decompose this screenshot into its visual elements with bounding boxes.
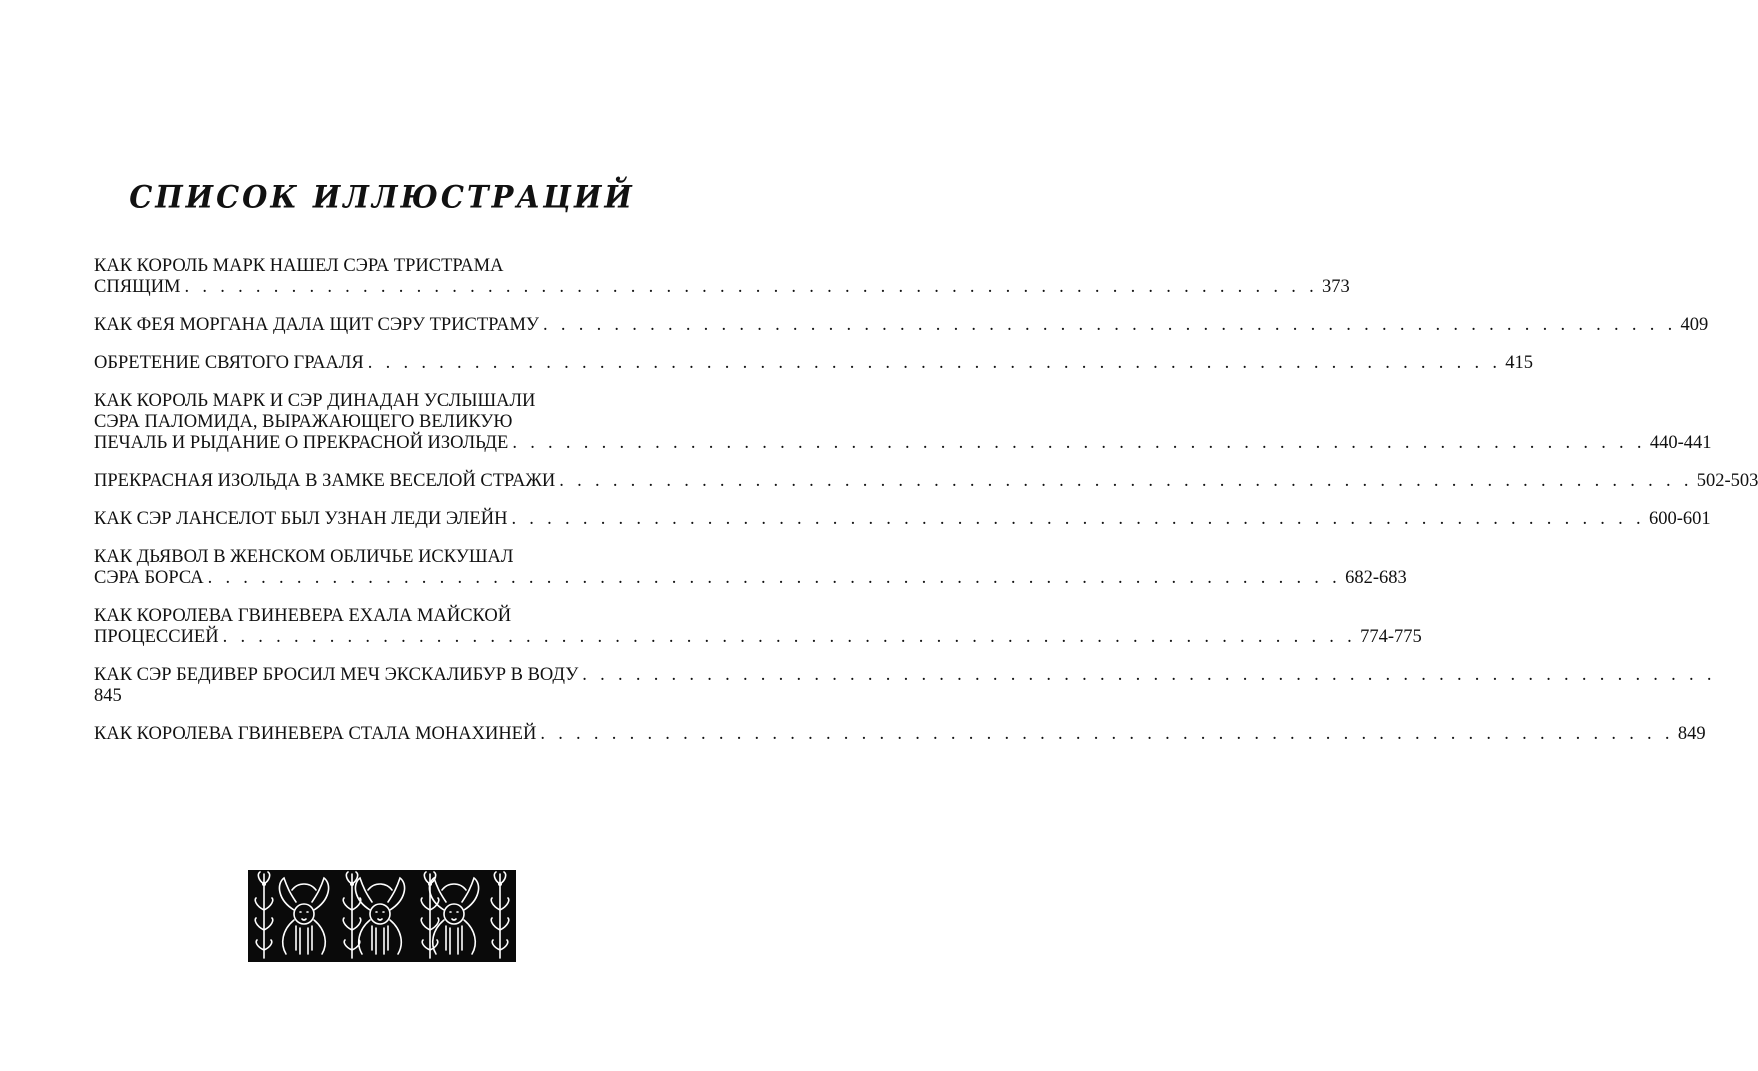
toc-entry [94,724,1706,745]
toc-entry-title-line: КАК СЭР БЕДИВЕР БРОСИЛ МЕЧ ЭКСКАЛИБУР В ВОДУ [94,665,579,685]
dot-leader: . . . . . . . . . . . . . . . . . . . . . . . . . . . . . . . . . . . . . . . . . . . . . . . . . . . . . . . . . . . . . . . . [367,353,1502,373]
toc-entry-title-line: СЭРА ПАЛОМИДА, ВЫРАЖАЮЩЕГО ВЕЛИКУЮ [94,412,513,432]
dot-leader: . . . . . . . . . . . . . . . . . . . . . . . . . . . . . . . . . . . . . . . . . . . . . . . . . . . . . . . . . . . . . . . . [207,568,1342,588]
dot-leader: . . . . . . . . . . . . . . . . . . . . . . . . . . . . . . . . . . . . . . . . . . . . . . . . . . . . . . . . . . . . . . . . [222,627,1357,647]
toc-entry-title-line: КАК КОРОЛЬ МАРК И СЭР ДИНАДАН УСЛЫШАЛИ [94,391,536,411]
toc-entry-title-line: КАК КОРОЛЕВА ГВИНЕВЕРА ЕХАЛА МАЙСКОЙ [94,606,512,626]
dot-leader: . . . . . . . . . . . . . . . . . . . . . . . . . . . . . . . . . . . . . . . . . . . . . . . . . . . . . . . . . . . . . . . . [511,509,1645,529]
dot-leader: . . . . . . . . . . . . . . . . . . . . . . . . . . . . . . . . . . . . . . . . . . . . . . . . . . . . . . . . . . . . . . . . [559,471,1693,491]
toc-entry-title-line: КАК КОРОЛЕВА ГВИНЕВЕРА СТАЛА МОНАХИНЕЙ [94,724,537,744]
toc-entry [94,391,1712,454]
toc-entry-title-line: КАК КОРОЛЬ МАРК НАШЕЛ СЭРА ТРИСТРАМА [94,256,504,276]
toc-entry [94,509,1711,530]
illustrations-list [94,256,1758,762]
page-number: 774-775 [1360,627,1422,647]
toc-entry-title-line: ПРЕКРАСНАЯ ИЗОЛЬДА В ЗАМКЕ ВЕСЕЛОЙ СТРАЖИ [94,471,556,491]
toc-entry [94,547,1407,589]
page-number: 845 [94,686,122,706]
page-number: 502-503 [1696,471,1758,491]
page-number: 600-601 [1648,509,1711,529]
toc-entry-title-line: КАК СЭР ЛАНСЕЛОТ БЫЛ УЗНАН ЛЕДИ ЭЛЕЙН [94,509,508,529]
toc-entry [94,665,1716,707]
page-title: СПИСОК ИЛЛЮСТРАЦИЙ [129,179,635,215]
page-number: 409 [1680,315,1709,335]
toc-entry-title-line: СЭРА БОРСА [94,568,204,588]
page-number: 682-683 [1345,568,1407,588]
toc-entry [94,315,1709,336]
toc-entry [94,606,1422,648]
dot-leader: . . . . . . . . . . . . . . . . . . . . . . . . . . . . . . . . . . . . . . . . . . . . . . . . . . . . . . . . . . . . . . . . [184,277,1318,297]
toc-entry [94,256,1350,298]
toc-entry-title-line: КАК ДЬЯВОЛ В ЖЕНСКОМ ОБЛИЧЬЕ ИСКУШАЛ [94,547,514,567]
toc-entry-title-line: СПЯЩИМ [94,277,181,297]
dot-leader: . . . . . . . . . . . . . . . . . . . . . . . . . . . . . . . . . . . . . . . . . . . . . . . . . . . . . . . . . . . . . . . . [540,724,1674,744]
toc-entry-title-line: ПЕЧАЛЬ И РЫДАНИЕ О ПРЕКРАСНОЙ ИЗОЛЬДЕ [94,433,509,453]
dot-leader: . . . . . . . . . . . . . . . . . . . . . . . . . . . . . . . . . . . . . . . . . . . . . . . . . . . . . . . . . . . . . . . . [582,665,1716,685]
toc-entry-title-line: ОБРЕТЕНИЕ СВЯТОГО ГРААЛЯ [94,353,364,373]
page-number: 849 [1677,724,1706,744]
dot-leader: . . . . . . . . . . . . . . . . . . . . . . . . . . . . . . . . . . . . . . . . . . . . . . . . . . . . . . . . . . . . . . . . [512,433,1646,453]
dot-leader: . . . . . . . . . . . . . . . . . . . . . . . . . . . . . . . . . . . . . . . . . . . . . . . . . . . . . . . . . . . . . . . . [543,315,1677,335]
toc-entry [94,353,1534,374]
page-number: 415 [1505,353,1534,373]
toc-entry-title-line: КАК ФЕЯ МОРГАНА ДАЛА ЩИТ СЭРУ ТРИСТРАМУ [94,315,540,335]
toc-entry-title-line: ПРОЦЕССИЕЙ [94,627,219,647]
angels-and-lilies-ornament-icon [248,870,516,962]
page-number: 440-441 [1649,433,1712,453]
page-number: 373 [1322,277,1350,297]
toc-entry [94,471,1758,492]
